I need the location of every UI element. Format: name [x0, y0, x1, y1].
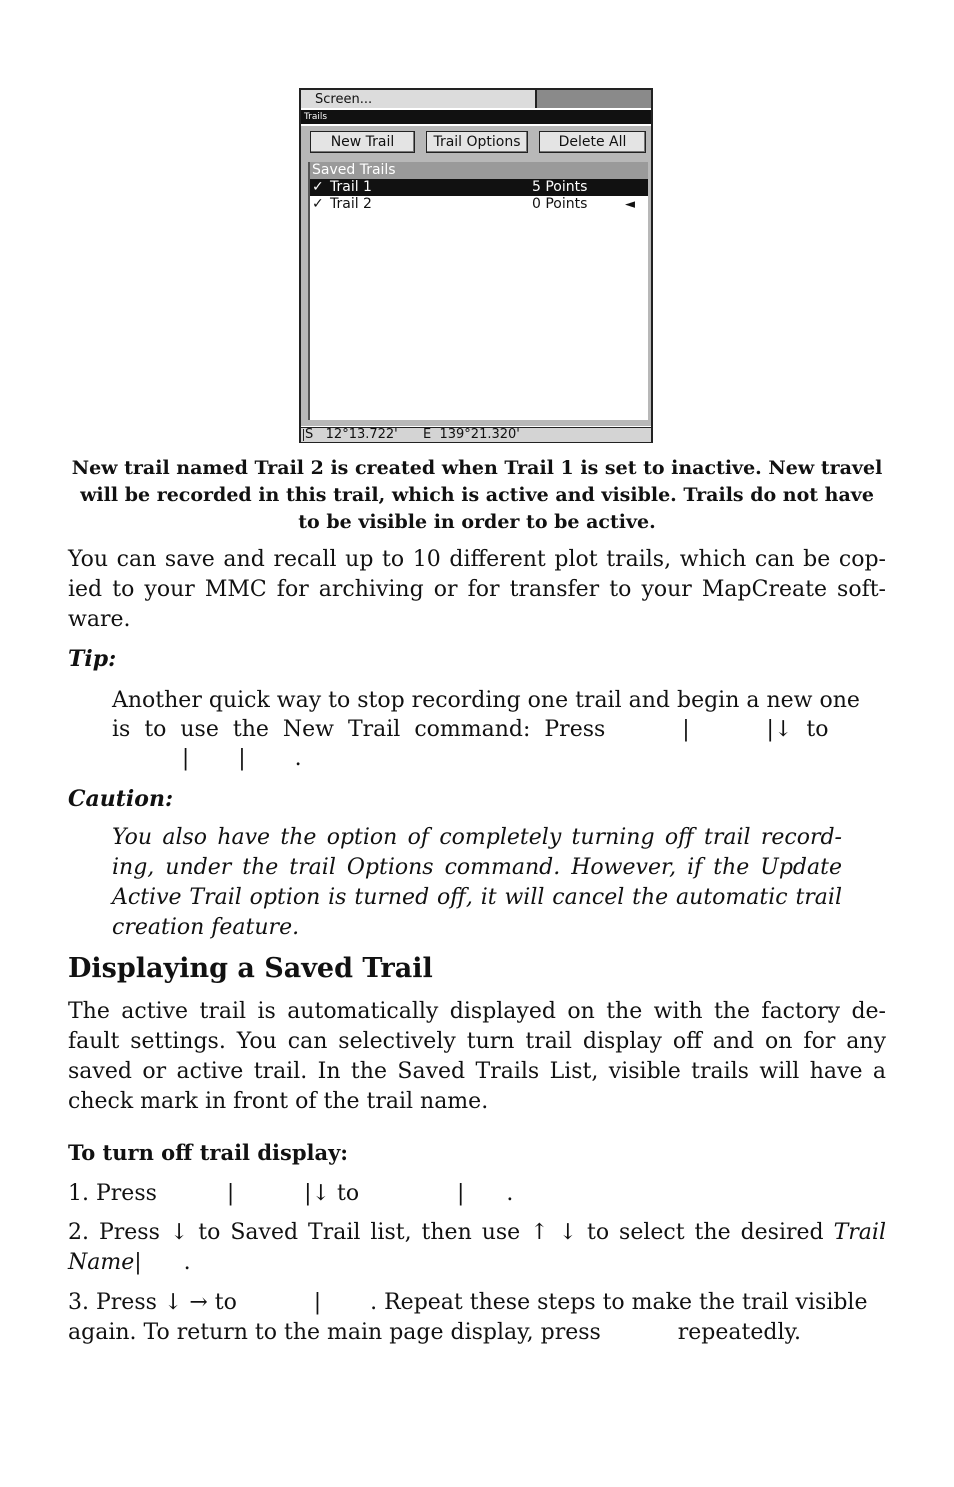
new-trail-button[interactable]: New Trail	[310, 131, 415, 153]
step-2-tail: | .	[134, 1250, 191, 1275]
active-trail-arrow-icon: ◄	[625, 197, 635, 212]
trail-row-2[interactable]	[310, 196, 648, 213]
figure-caption: New trail named Trail 2 is created when Trail 1 is set to inactive. New travel will be recorded in this trail, which is active and visible. Trails do not have to be visible in order to be active.	[71, 457, 883, 533]
screen-menu-label[interactable]: Screen...	[315, 92, 373, 107]
tip-heading: Tip:	[68, 646, 117, 672]
procedure-heading: To turn off trail display:	[68, 1140, 349, 1165]
trail-name: Trail 1	[330, 179, 372, 195]
step-2-text: 2. Press ↓ to Saved Trail list, then use ↑ ↓ to select the desired	[68, 1220, 824, 1245]
tip-line-2: is to use the New Trail command: Press | |↓ to	[112, 717, 829, 742]
trail-name: Trail 2	[330, 196, 372, 212]
caution-heading: Caution:	[68, 786, 174, 812]
saved-trails-list[interactable]	[308, 162, 648, 420]
step-1: 1. Press | |↓ to | .	[68, 1181, 514, 1206]
trails-window-title: Trails	[301, 110, 651, 124]
longitude-readout: E 139°21.320'	[423, 427, 520, 442]
tip-line-1: Another quick way to stop recording one trail and begin a new one	[112, 688, 860, 713]
saved-trails-header: Saved Trails	[310, 162, 648, 179]
trail-row-1[interactable]	[310, 179, 648, 196]
trail-points: 0 Points	[532, 196, 588, 212]
section-paragraph: The active trail is automatically displayed on the with the factory de-fault settings. You can selectively turn trail display off and on for any saved or active trail. In the Saved Trails List, visible trails will have a check mark in front of the trail name.	[68, 999, 886, 1114]
tip-line-3: | | .	[112, 746, 302, 771]
trails-screenshot	[299, 88, 653, 443]
trail-options-button[interactable]: Trail Options	[426, 131, 528, 153]
trail-points: 5 Points	[532, 179, 588, 195]
latitude-readout: S 12°13.722'	[305, 427, 398, 442]
section-title: Displaying a Saved Trail	[68, 953, 433, 984]
caution-text: You also have the option of completely turning off trail record-ing, under the trail Options command. However, if the Update Active Trail option is turned off, it will cancel the automatic trail creation feature.	[112, 825, 842, 940]
position-status-bar	[301, 427, 651, 442]
check-icon: ✓	[312, 179, 324, 195]
step-3-line-2: again. To return to the main page display, press repeatedly.	[68, 1320, 802, 1345]
check-icon: ✓	[312, 196, 324, 212]
delete-all-button[interactable]: Delete All	[539, 131, 646, 153]
step-2	[68, 1218, 886, 1278]
trails-panel	[301, 126, 651, 426]
step-2-trail-name: Trail Name	[68, 1220, 886, 1275]
screen-menu-bar[interactable]	[301, 90, 651, 108]
intro-paragraph: You can save and recall up to 10 different plot trails, which can be cop-ied to your MMC for archiving or for transfer to your MapCreate soft-ware.	[68, 547, 886, 632]
status-divider	[303, 429, 304, 441]
step-3-line-1: 3. Press ↓ → to | . Repeat these steps to make the trail visible	[68, 1290, 868, 1315]
